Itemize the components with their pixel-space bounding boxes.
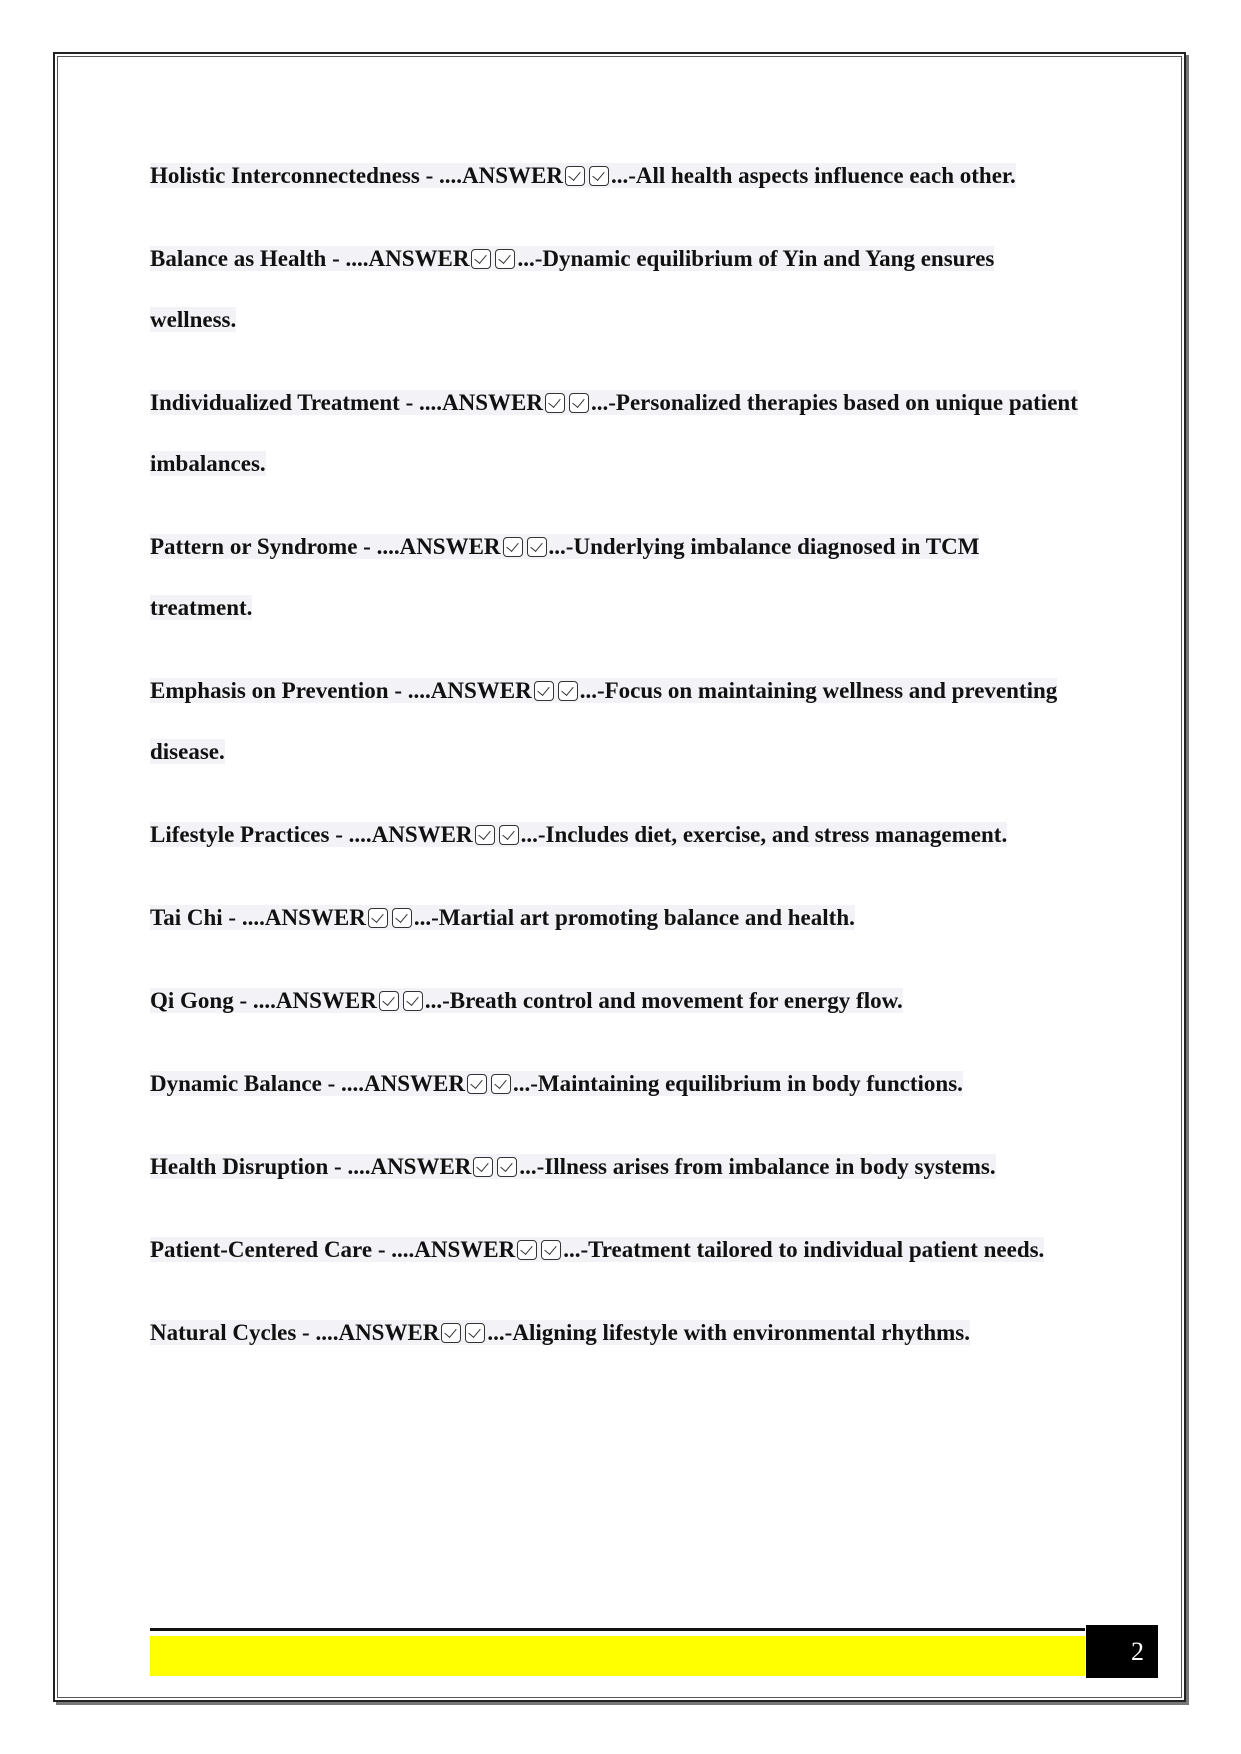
entry-definition: Illness arises from imbalance in body systems. <box>544 1154 996 1179</box>
qa-entry: Holistic Interconnectedness - ....ANSWER ...-All health aspects influence each other. <box>150 163 1016 188</box>
check-icon <box>517 1240 537 1260</box>
footer-divider <box>150 1628 1085 1631</box>
entry-definition: Treatment tailored to individual patient needs. <box>588 1237 1045 1262</box>
check-icon <box>558 681 578 701</box>
entry-definition: Personalized therapies based on unique patient imbalances. <box>150 390 1078 476</box>
entry-definition: Maintaining equilibrium in body functions. <box>537 1071 963 1096</box>
check-icon <box>441 1323 461 1343</box>
entry-term: Pattern or Syndrome <box>150 534 358 559</box>
check-icon <box>491 1074 511 1094</box>
answer-label: ANSWER <box>461 163 563 188</box>
entry-definition: Breath control and movement for energy flow. <box>449 988 903 1013</box>
check-icon <box>379 991 399 1011</box>
check-icon <box>368 908 388 928</box>
entry-term: Dynamic Balance <box>150 1071 322 1096</box>
entry-term: Emphasis on Prevention <box>150 678 389 703</box>
entry-definition: Focus on maintaining wellness and preventing disease. <box>150 678 1058 764</box>
qa-entry: Health Disruption - ....ANSWER ...-Illness arises from imbalance in body systems. <box>150 1154 996 1179</box>
answer-label: ANSWER <box>430 678 532 703</box>
check-icon <box>475 825 495 845</box>
entry-definition: Dynamic equilibrium of Yin and Yang ensures wellness. <box>150 246 995 332</box>
entry-term: Holistic Interconnectedness <box>150 163 420 188</box>
entry-term: Qi Gong <box>150 988 234 1013</box>
check-icon <box>565 166 585 186</box>
qa-entry: Tai Chi - ....ANSWER ...-Martial art promoting balance and health. <box>150 905 855 930</box>
answer-label: ANSWER <box>338 1320 440 1345</box>
entry-definition: Aligning lifestyle with environmental rhythms. <box>512 1320 971 1345</box>
entry-definition: Includes diet, exercise, and stress management. <box>545 822 1008 847</box>
check-icon <box>569 393 589 413</box>
entry-definition: Underlying imbalance diagnosed in TCM treatment. <box>150 534 980 620</box>
qa-entry: Balance as Health - ....ANSWER ...-Dynamic equilibrium of Yin and Yang ensures wellness. <box>150 246 995 332</box>
qa-entry: Emphasis on Prevention - ....ANSWER ...-Focus on maintaining wellness and preventing disease. <box>150 678 1058 764</box>
check-icon <box>497 1157 517 1177</box>
check-icon <box>471 249 491 269</box>
answer-label: ANSWER <box>414 1237 516 1262</box>
answer-label: ANSWER <box>368 246 470 271</box>
entry-term: Health Disruption <box>150 1154 329 1179</box>
check-icon <box>465 1323 485 1343</box>
entry-term: Tai Chi <box>150 905 223 930</box>
check-icon <box>403 991 423 1011</box>
check-icon <box>534 681 554 701</box>
qa-entry: Pattern or Syndrome - ....ANSWER ...-Underlying imbalance diagnosed in TCM treatment. <box>150 534 980 620</box>
check-icon <box>545 393 565 413</box>
qa-entry: Individualized Treatment - ....ANSWER ...-Personalized therapies based on unique patient imbalances. <box>150 390 1078 476</box>
entry-term: Patient-Centered Care <box>150 1237 373 1262</box>
check-icon <box>589 166 609 186</box>
qa-entry: Natural Cycles - ....ANSWER ...-Aligning lifestyle with environmental rhythms. <box>150 1320 971 1345</box>
entry-term: Individualized Treatment <box>150 390 400 415</box>
entry-definition: All health aspects influence each other. <box>635 163 1016 188</box>
answer-label: ANSWER <box>364 1071 465 1096</box>
entry-term: Natural Cycles <box>150 1320 297 1345</box>
qa-entry: Patient-Centered Care - ....ANSWER ...-Treatment tailored to individual patient needs. <box>150 1237 1045 1262</box>
answer-label: ANSWER <box>399 534 501 559</box>
footer-highlight-bar <box>150 1636 1085 1676</box>
check-icon <box>392 908 412 928</box>
answer-label: ANSWER <box>275 988 377 1013</box>
check-icon <box>499 825 519 845</box>
check-icon <box>467 1074 487 1094</box>
qa-list <box>150 145 1080 1385</box>
check-icon <box>503 537 523 557</box>
answer-label: ANSWER <box>370 1154 472 1179</box>
answer-label: ANSWER <box>371 822 473 847</box>
qa-entry: Lifestyle Practices - ....ANSWER ...-Includes diet, exercise, and stress management. <box>150 822 1008 847</box>
check-icon <box>527 537 547 557</box>
entry-term: Balance as Health <box>150 246 327 271</box>
check-icon <box>495 249 515 269</box>
entry-definition: Martial art promoting balance and health. <box>438 905 855 930</box>
check-icon <box>473 1157 493 1177</box>
answer-label: ANSWER <box>264 905 366 930</box>
answer-label: ANSWER <box>442 390 543 415</box>
page-number: 2 <box>1086 1625 1158 1678</box>
entry-term: Lifestyle Practices <box>150 822 330 847</box>
check-icon <box>541 1240 561 1260</box>
qa-entry: Dynamic Balance - ....ANSWER ...-Maintaining equilibrium in body functions. <box>150 1071 963 1096</box>
qa-entry: Qi Gong - ....ANSWER ...-Breath control and movement for energy flow. <box>150 988 903 1013</box>
